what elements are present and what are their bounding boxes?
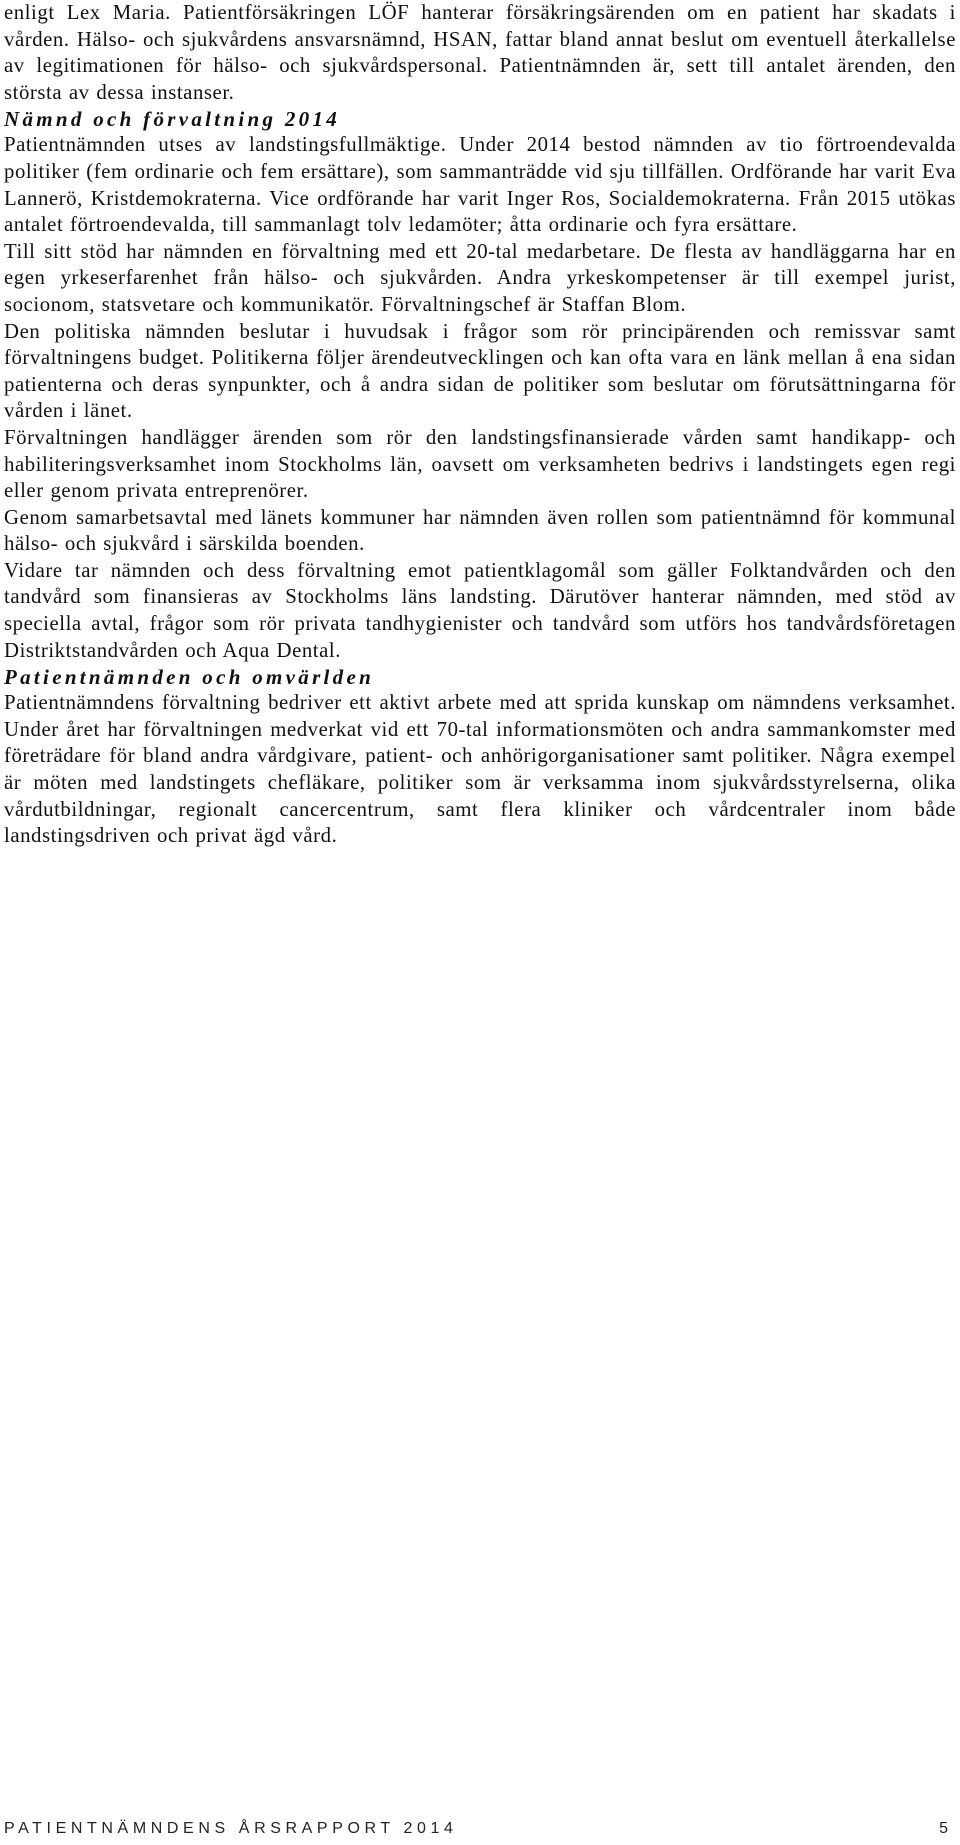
paragraph-sprida-kunskap: Patientnämndens förvaltning bedriver ett aktivt arbete med att sprida kunskap om nämndens verksamhet. Under året har förvaltningen medverkat vid ett 70-tal informationsmöten och andra sammankomster med företrädare för bland andra vårdgivare, patient- och anhörigorganisationer samt politiker. Några exempel är möten med landstingets chefläkare, politiker som är verksamma inom sjukvårdsstyrelserna, olika vårdutbildningar, regionalt cancercentrum, samt flera kliniker och vårdcentraler inom både landstingsdriven och privat ägd vård. bbox=[4, 691, 956, 848]
footer-page-number: 5 bbox=[939, 1820, 948, 1837]
paragraph-politiska-namnden: Den politiska nämnden beslutar i huvudsak i frågor som rör principärenden och remissvar samt förvaltningens budget. Politikerna följer ärendeutvecklingen och kan ofta vara en länk mellan å ena sidan patienterna och deras synpunkter, och å andra sidan de politiker som beslutar om förutsättningarna för vården i länet. bbox=[4, 319, 956, 423]
paragraph-samarbetsavtal: Genom samarbetsavtal med länets kommuner har nämnden även rollen som patientnämnd för kommunal hälso- och sjukvård i särskilda boenden. bbox=[4, 505, 956, 556]
section-heading-namnd-och-forvaltning: Nämnd och förvaltning 2014 bbox=[4, 107, 341, 132]
page-footer bbox=[4, 1820, 948, 1840]
paragraph-tandvard: Vidare tar nämnden och dess förvaltning emot patientklagomål som gäller Folktandvården och den tandvård som finansieras av Stockholms läns landsting. Därutöver hanterar nämnden, med stöd av speciella avtal, frågor som rör privata tandhygienister och tandvård som utförs hos tandvårdsföretagen Distriktstandvården och Aqua Dental. bbox=[4, 558, 956, 662]
paragraph-forvaltning-stod: Till sitt stöd har nämnden en förvaltning med ett 20-tal medarbetare. De flesta av handläggarna har en egen yrkeserfarenhet från hälso- och sjukvården. Andra yrkeskompetenser är till exempel jurist, socionom, statsvetare och kommunikatör. Förvaltningschef är Staffan Blom. bbox=[4, 239, 956, 316]
footer-report-title: PATIENTNÄMNDENS ÅRSRAPPORT 2014 bbox=[4, 1820, 458, 1837]
section-heading-patientnamnden-och-omvarlden: Patientnämnden och omvärlden bbox=[4, 665, 375, 690]
intro-paragraph: enligt Lex Maria. Patientförsäkringen LÖF hanterar försäkringsärenden om en patient har skadats i vården. Hälso- och sjukvårdens ansvarsnämnd, HSAN, fattar bland annat beslut om eventuell återkallelse av legitimationen för hälso- och sjukvårdspersonal. Patientnämnden är, sett till antalet ärenden, den största av dessa instanser. bbox=[4, 1, 956, 104]
paragraph-forvaltningen-handlagger: Förvaltningen handlägger ärenden som rör den landstingsfinansierade vården samt handikapp- och habiliteringsverksamhet inom Stockholms län, oavsett om verksamheten bedrivs i landstingets egen regi eller genom privata entreprenörer. bbox=[4, 425, 956, 503]
paragraph-namnden-utses: Patientnämnden utses av landstingsfullmäktige. Under 2014 bestod nämnden av tio förtroendevalda politiker (fem ordinarie och fem ersättare), som sammanträdde vid sju tillfällen. Ordförande har varit Eva Lannerö, Kristdemokraterna. Vice ordförande har varit Inger Ros, Socialdemokraterna. Från 2015 utökas antalet förtroendevalda, till sammanlagt tolv ledamöter; åtta ordinarie och fyra ersättare. bbox=[4, 133, 956, 237]
page-content bbox=[4, 0, 956, 850]
